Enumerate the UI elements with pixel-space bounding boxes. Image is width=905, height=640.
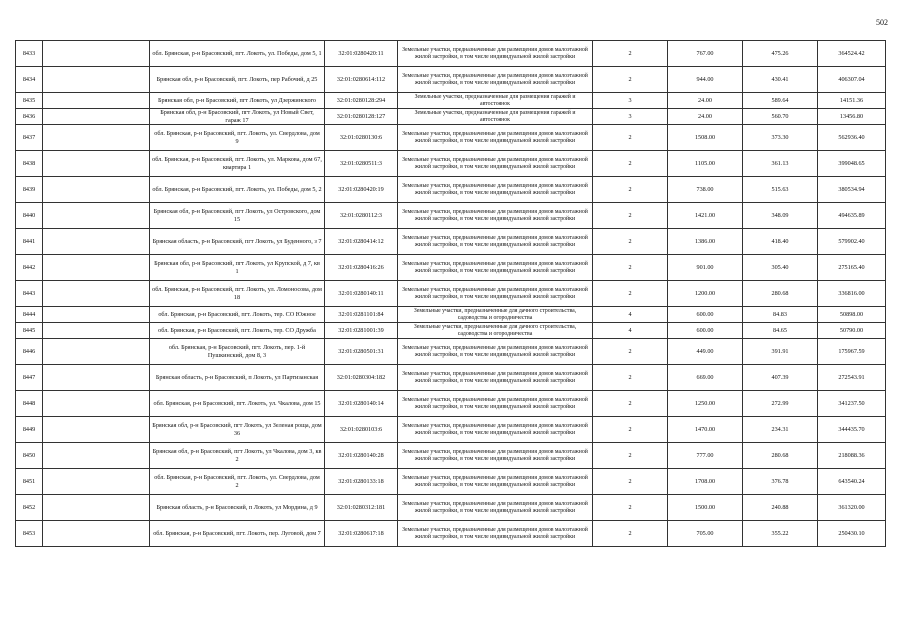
cadastral-value-cell: 341237.50 — [818, 391, 886, 417]
spacer-cell — [43, 281, 150, 307]
cadastral-value-cell: 344435.70 — [818, 417, 886, 443]
cadastral-value-cell: 250430.10 — [818, 521, 886, 547]
cadastral-value-cell: 380534.94 — [818, 177, 886, 203]
specific-value-cell: 272.99 — [743, 391, 818, 417]
specific-value-cell: 280.68 — [743, 281, 818, 307]
row-number-cell: 8444 — [16, 307, 43, 323]
address-cell: Брянская обл, р-н Брасовский, пгт Локоть, ул Крупской, д 7, кв 1 — [150, 255, 325, 281]
row-number-cell: 8448 — [16, 391, 43, 417]
land-use-cell: Земельные участки, предназначенные для размещения домов малоэтажной жилой застройки, в том числе индивидуальной жилой застройки — [398, 443, 593, 469]
cadastral-number-cell: 32:01:0280128:127 — [325, 109, 398, 125]
land-use-cell: Земельные участки, предназначенные для размещения гаражей и автостоянок — [398, 93, 593, 109]
land-use-cell: Земельные участки, предназначенные для размещения гаражей и автостоянок — [398, 109, 593, 125]
area-cell: 1421.00 — [668, 203, 743, 229]
area-cell: 1470.00 — [668, 417, 743, 443]
row-number-cell: 8449 — [16, 417, 43, 443]
table-row — [16, 203, 886, 229]
cadastral-value-cell: 364524.42 — [818, 41, 886, 67]
address-cell: Брянская обл, р-н Брасовский, пгт. Локоть, пер Рабочий, д 25 — [150, 67, 325, 93]
spacer-cell — [43, 443, 150, 469]
specific-value-cell: 430.41 — [743, 67, 818, 93]
cadastral-value-cell: 50898.00 — [818, 307, 886, 323]
table-row — [16, 151, 886, 177]
cadastral-value-table — [15, 40, 886, 547]
land-use-group-cell: 2 — [593, 203, 668, 229]
cadastral-number-cell: 32:01:0280420:19 — [325, 177, 398, 203]
cadastral-number-cell: 32:01:0280128:294 — [325, 93, 398, 109]
address-cell: Брянская обл, р-н Брасовский, пгт Локоть, ул Дзержинского — [150, 93, 325, 109]
land-use-group-cell: 2 — [593, 255, 668, 281]
table-row — [16, 125, 886, 151]
table-row — [16, 281, 886, 307]
area-cell: 669.00 — [668, 365, 743, 391]
row-number-cell: 8436 — [16, 109, 43, 125]
cadastral-number-cell: 32:01:0280304:182 — [325, 365, 398, 391]
spacer-cell — [43, 203, 150, 229]
table-row — [16, 67, 886, 93]
table-row — [16, 417, 886, 443]
land-use-cell: Земельные участки, предназначенные для размещения домов малоэтажной жилой застройки, в том числе индивидуальной жилой застройки — [398, 125, 593, 151]
row-number-cell: 8435 — [16, 93, 43, 109]
land-use-cell: Земельные участки, предназначенные для дачного строительства, садоводства и огородничества — [398, 307, 593, 323]
land-use-group-cell: 2 — [593, 443, 668, 469]
address-cell: обл. Брянская, р-н Брасовский, пгт. Локоть, ул. Свердлова, дом 9 — [150, 125, 325, 151]
land-use-cell: Земельные участки, предназначенные для размещения домов малоэтажной жилой застройки, в том числе индивидуальной жилой застройки — [398, 469, 593, 495]
address-cell: обл. Брянская, р-н Брасовский, пгт. Локоть, ул. Ломоносова, дом 18 — [150, 281, 325, 307]
spacer-cell — [43, 109, 150, 125]
cadastral-number-cell: 32:01:0280130:6 — [325, 125, 398, 151]
table-row — [16, 229, 886, 255]
area-cell: 767.00 — [668, 41, 743, 67]
row-number-cell: 8443 — [16, 281, 43, 307]
land-use-group-cell: 2 — [593, 417, 668, 443]
area-cell: 1250.00 — [668, 391, 743, 417]
row-number-cell: 8434 — [16, 67, 43, 93]
specific-value-cell: 391.91 — [743, 339, 818, 365]
specific-value-cell: 84.65 — [743, 323, 818, 339]
land-use-group-cell: 2 — [593, 125, 668, 151]
land-use-group-cell: 2 — [593, 495, 668, 521]
row-number-cell: 8452 — [16, 495, 43, 521]
table-row — [16, 339, 886, 365]
table-row — [16, 109, 886, 125]
cadastral-value-cell: 50790.00 — [818, 323, 886, 339]
address-cell: обл. Брянская, р-н Брасовский, пгт. Локоть, ул. Свердлова, дом 2 — [150, 469, 325, 495]
spacer-cell — [43, 229, 150, 255]
land-use-group-cell: 2 — [593, 365, 668, 391]
cadastral-number-cell: 32:01:0280112:3 — [325, 203, 398, 229]
cadastral-number-cell: 32:01:0280416:26 — [325, 255, 398, 281]
table-row — [16, 307, 886, 323]
cadastral-value-cell: 336816.00 — [818, 281, 886, 307]
land-use-cell: Земельные участки, предназначенные для размещения домов малоэтажной жилой застройки, в том числе индивидуальной жилой застройки — [398, 151, 593, 177]
table-row — [16, 521, 886, 547]
table-row — [16, 495, 886, 521]
row-number-cell: 8440 — [16, 203, 43, 229]
spacer-cell — [43, 177, 150, 203]
area-cell: 777.00 — [668, 443, 743, 469]
specific-value-cell: 305.40 — [743, 255, 818, 281]
specific-value-cell: 234.31 — [743, 417, 818, 443]
address-cell: Брянская обл, р-н Брасовский, пгт Локоть, ул Чкалова, дом 3, кв 2 — [150, 443, 325, 469]
row-number-cell: 8441 — [16, 229, 43, 255]
land-use-group-cell: 2 — [593, 391, 668, 417]
table-row — [16, 255, 886, 281]
specific-value-cell: 418.40 — [743, 229, 818, 255]
specific-value-cell: 361.13 — [743, 151, 818, 177]
land-use-group-cell: 2 — [593, 41, 668, 67]
spacer-cell — [43, 67, 150, 93]
specific-value-cell: 348.09 — [743, 203, 818, 229]
address-cell: Брянская область, р-н Брасовский, п Локоть, ул Партизанская — [150, 365, 325, 391]
cadastral-number-cell: 32:01:0280133:18 — [325, 469, 398, 495]
cadastral-value-cell: 13456.80 — [818, 109, 886, 125]
spacer-cell — [43, 255, 150, 281]
land-use-cell: Земельные участки, предназначенные для размещения домов малоэтажной жилой застройки, в том числе индивидуальной жилой застройки — [398, 281, 593, 307]
land-use-group-cell: 2 — [593, 151, 668, 177]
row-number-cell: 8437 — [16, 125, 43, 151]
area-cell: 901.00 — [668, 255, 743, 281]
land-use-cell: Земельные участки, предназначенные для размещения домов малоэтажной жилой застройки, в том числе индивидуальной жилой застройки — [398, 339, 593, 365]
specific-value-cell: 589.64 — [743, 93, 818, 109]
table-body — [16, 41, 886, 547]
land-use-cell: Земельные участки, предназначенные для размещения домов малоэтажной жилой застройки, в том числе индивидуальной жилой застройки — [398, 391, 593, 417]
cadastral-number-cell: 32:01:0281101:84 — [325, 307, 398, 323]
address-cell: Брянская обл, р-н Брасовский, пгт Локоть, ул Зеленая роща, дом 36 — [150, 417, 325, 443]
address-cell: обл. Брянская, р-н Брасовский, пгт. Локоть, ул. Маркова, дом 67, квартира 1 — [150, 151, 325, 177]
row-number-cell: 8439 — [16, 177, 43, 203]
table-row — [16, 323, 886, 339]
address-cell: обл. Брянская, р-н Брасовский, пгт. Локоть, пер. 1-й Пушкинский, дом 8, 3 — [150, 339, 325, 365]
cadastral-number-cell: 32:01:0280501:31 — [325, 339, 398, 365]
table-row — [16, 443, 886, 469]
address-cell: Брянская обл, р-н Брасовский, пгт Локоть, ул Островского, дом 15 — [150, 203, 325, 229]
spacer-cell — [43, 151, 150, 177]
spacer-cell — [43, 469, 150, 495]
land-use-group-cell: 2 — [593, 281, 668, 307]
spacer-cell — [43, 307, 150, 323]
land-use-cell: Земельные участки, предназначенные для размещения домов малоэтажной жилой застройки, в том числе индивидуальной жилой застройки — [398, 417, 593, 443]
cadastral-number-cell: 32:01:0280140:14 — [325, 391, 398, 417]
cadastral-value-cell: 494635.89 — [818, 203, 886, 229]
cadastral-value-cell: 643540.24 — [818, 469, 886, 495]
row-number-cell: 8447 — [16, 365, 43, 391]
land-use-group-cell: 4 — [593, 307, 668, 323]
land-use-group-cell: 2 — [593, 229, 668, 255]
land-use-cell: Земельные участки, предназначенные для дачного строительства, садоводства и огородничества — [398, 323, 593, 339]
cadastral-value-cell: 361320.00 — [818, 495, 886, 521]
land-use-cell: Земельные участки, предназначенные для размещения домов малоэтажной жилой застройки, в том числе индивидуальной жилой застройки — [398, 177, 593, 203]
row-number-cell: 8433 — [16, 41, 43, 67]
spacer-cell — [43, 365, 150, 391]
row-number-cell: 8438 — [16, 151, 43, 177]
cadastral-number-cell: 32:01:0280103:6 — [325, 417, 398, 443]
land-use-group-cell: 2 — [593, 521, 668, 547]
area-cell: 24.00 — [668, 93, 743, 109]
spacer-cell — [43, 125, 150, 151]
land-use-group-cell: 2 — [593, 177, 668, 203]
table-row — [16, 177, 886, 203]
land-use-group-cell: 3 — [593, 93, 668, 109]
cadastral-value-cell: 218088.36 — [818, 443, 886, 469]
area-cell: 24.00 — [668, 109, 743, 125]
land-use-group-cell: 2 — [593, 67, 668, 93]
address-cell: обл. Брянская, р-н Брасовский, пгт. Локоть, ул. Победы, дом 5, 1 — [150, 41, 325, 67]
address-cell: Брянская область, р-н Брасовский, п Локоть, ул Мордина, д 9 — [150, 495, 325, 521]
address-cell: обл. Брянская, р-н Брасовский, пгт. Локоть, тер. СО Южное — [150, 307, 325, 323]
cadastral-number-cell: 32:01:0280414:12 — [325, 229, 398, 255]
row-number-cell: 8442 — [16, 255, 43, 281]
cadastral-value-cell: 562936.40 — [818, 125, 886, 151]
area-cell: 1708.00 — [668, 469, 743, 495]
area-cell: 449.00 — [668, 339, 743, 365]
cadastral-number-cell: 32:01:0280511:3 — [325, 151, 398, 177]
cadastral-value-cell: 406307.04 — [818, 67, 886, 93]
row-number-cell: 8451 — [16, 469, 43, 495]
spacer-cell — [43, 391, 150, 417]
specific-value-cell: 560.70 — [743, 109, 818, 125]
land-use-cell: Земельные участки, предназначенные для размещения домов малоэтажной жилой застройки, в том числе индивидуальной жилой застройки — [398, 41, 593, 67]
cadastral-number-cell: 32:01:0281001:39 — [325, 323, 398, 339]
spacer-cell — [43, 323, 150, 339]
address-cell: обл. Брянская, р-н Брасовский, пгт. Локоть, тер. СО Дружба — [150, 323, 325, 339]
table-row — [16, 41, 886, 67]
cadastral-value-cell: 579902.40 — [818, 229, 886, 255]
land-use-cell: Земельные участки, предназначенные для размещения домов малоэтажной жилой застройки, в том числе индивидуальной жилой застройки — [398, 365, 593, 391]
cadastral-number-cell: 32:01:0280420:11 — [325, 41, 398, 67]
area-cell: 1508.00 — [668, 125, 743, 151]
row-number-cell: 8446 — [16, 339, 43, 365]
area-cell: 1386.00 — [668, 229, 743, 255]
cadastral-value-cell: 175967.59 — [818, 339, 886, 365]
address-cell: Брянская обл, р-н Брасовский, пгт Локоть, ул Новый Свет, гараж 17 — [150, 109, 325, 125]
address-cell: обл. Брянская, р-н Брасовский, пгт. Локоть, ул. Победы, дом 5, 2 — [150, 177, 325, 203]
cadastral-number-cell: 32:01:0280614:112 — [325, 67, 398, 93]
address-cell: Брянская область, р-н Брасовский, пгт Локоть, ул Буденного, з 7 — [150, 229, 325, 255]
land-use-cell: Земельные участки, предназначенные для размещения домов малоэтажной жилой застройки, в том числе индивидуальной жилой застройки — [398, 229, 593, 255]
land-use-cell: Земельные участки, предназначенные для размещения домов малоэтажной жилой застройки, в том числе индивидуальной жилой застройки — [398, 255, 593, 281]
area-cell: 1200.00 — [668, 281, 743, 307]
row-number-cell: 8445 — [16, 323, 43, 339]
area-cell: 600.00 — [668, 323, 743, 339]
land-use-cell: Земельные участки, предназначенные для размещения домов малоэтажной жилой застройки, в том числе индивидуальной жилой застройки — [398, 203, 593, 229]
area-cell: 738.00 — [668, 177, 743, 203]
cadastral-number-cell: 32:01:0280312:181 — [325, 495, 398, 521]
land-use-group-cell: 3 — [593, 109, 668, 125]
cadastral-value-cell: 399048.65 — [818, 151, 886, 177]
specific-value-cell: 240.88 — [743, 495, 818, 521]
address-cell: обл. Брянская, р-н Брасовский, пгт. Локоть, ул. Чкалова, дом 15 — [150, 391, 325, 417]
table-row — [16, 469, 886, 495]
area-cell: 944.00 — [668, 67, 743, 93]
cadastral-value-cell: 14151.36 — [818, 93, 886, 109]
spacer-cell — [43, 521, 150, 547]
address-cell: обл. Брянская, р-н Брасовский, пгт. Локоть, пер. Луговой, дом 7 — [150, 521, 325, 547]
specific-value-cell: 373.30 — [743, 125, 818, 151]
specific-value-cell: 475.26 — [743, 41, 818, 67]
table-row — [16, 391, 886, 417]
area-cell: 1500.00 — [668, 495, 743, 521]
spacer-cell — [43, 495, 150, 521]
spacer-cell — [43, 93, 150, 109]
spacer-cell — [43, 339, 150, 365]
specific-value-cell: 84.83 — [743, 307, 818, 323]
land-use-cell: Земельные участки, предназначенные для размещения домов малоэтажной жилой застройки, в том числе индивидуальной жилой застройки — [398, 521, 593, 547]
cadastral-number-cell: 32:01:0280617:18 — [325, 521, 398, 547]
specific-value-cell: 280.68 — [743, 443, 818, 469]
land-use-group-cell: 2 — [593, 339, 668, 365]
row-number-cell: 8450 — [16, 443, 43, 469]
row-number-cell: 8453 — [16, 521, 43, 547]
land-use-cell: Земельные участки, предназначенные для размещения домов малоэтажной жилой застройки, в том числе индивидуальной жилой застройки — [398, 67, 593, 93]
specific-value-cell: 355.22 — [743, 521, 818, 547]
land-use-group-cell: 2 — [593, 469, 668, 495]
land-use-cell: Земельные участки, предназначенные для размещения домов малоэтажной жилой застройки, в том числе индивидуальной жилой застройки — [398, 495, 593, 521]
specific-value-cell: 515.63 — [743, 177, 818, 203]
area-cell: 705.00 — [668, 521, 743, 547]
land-use-group-cell: 4 — [593, 323, 668, 339]
cadastral-number-cell: 32:01:0280140:11 — [325, 281, 398, 307]
specific-value-cell: 407.39 — [743, 365, 818, 391]
area-cell: 600.00 — [668, 307, 743, 323]
spacer-cell — [43, 417, 150, 443]
table-row — [16, 93, 886, 109]
cadastral-number-cell: 32:01:0280140:28 — [325, 443, 398, 469]
specific-value-cell: 376.78 — [743, 469, 818, 495]
spacer-cell — [43, 41, 150, 67]
cadastral-value-cell: 275165.40 — [818, 255, 886, 281]
area-cell: 1105.00 — [668, 151, 743, 177]
page-number: 502 — [876, 18, 888, 27]
table-row — [16, 365, 886, 391]
cadastral-value-cell: 272543.91 — [818, 365, 886, 391]
